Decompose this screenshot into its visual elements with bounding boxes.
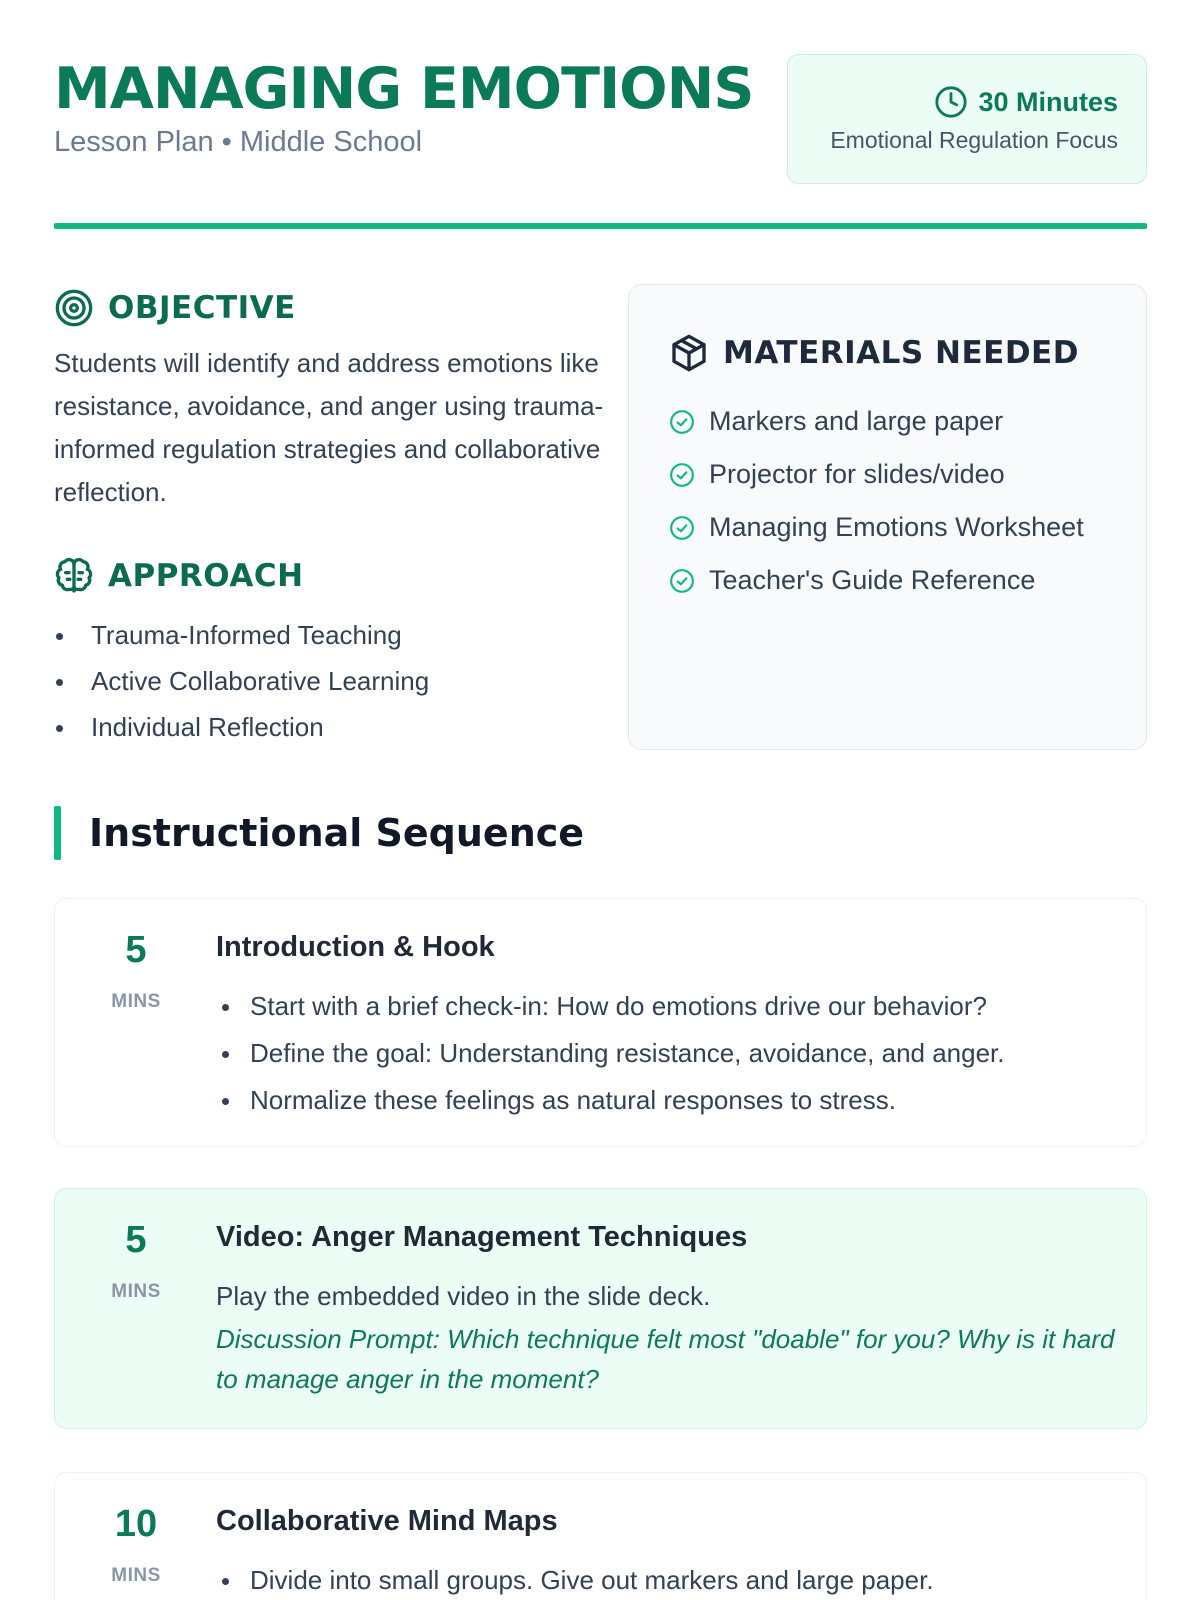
duration-row	[934, 85, 1118, 119]
step-minutes: 5	[125, 929, 147, 971]
check-circle-icon	[669, 515, 695, 541]
sequence-title: Instructional Sequence	[89, 811, 585, 855]
list-item: Trauma-Informed Teaching	[54, 612, 614, 658]
objective-text: Students will identify and address emotions like resistance, avoidance, and anger using trauma-informed regulation strategies and collaborative reflection.	[54, 348, 604, 507]
header-divider	[54, 223, 1147, 229]
check-circle-icon	[669, 409, 695, 435]
step-title: Collaborative Mind Maps	[216, 1505, 558, 1537]
clock-icon	[934, 85, 968, 119]
duration-card	[787, 54, 1147, 184]
list-item: Active Collaborative Learning	[54, 658, 614, 704]
step-bullets	[216, 983, 1005, 1124]
discussion-prompt: Discussion Prompt: Which technique felt most "doable" for you? Why is it hard to manage anger in the moment?	[216, 1324, 1115, 1394]
step-bullets	[216, 1557, 934, 1600]
approach-heading	[54, 552, 614, 600]
step-minutes: 5	[125, 1219, 147, 1261]
list-item: Start with a brief check-in: How do emotions drive our behavior?	[216, 983, 1005, 1030]
sequence-accent-bar	[54, 806, 61, 860]
list-item: Divide into small groups. Give out markers and large paper.	[216, 1557, 934, 1600]
approach-section	[54, 552, 614, 750]
sequence-step-2	[54, 1188, 1147, 1429]
page-subtitle: Lesson Plan • Middle School	[54, 126, 423, 158]
lesson-plan-page	[54, 0, 1147, 1595]
duration-label: 30 Minutes	[978, 86, 1118, 117]
brain-icon	[54, 556, 94, 596]
sequence-step-3	[54, 1472, 1147, 1600]
list-item: Individual Reflection	[54, 704, 614, 750]
objective-heading	[54, 284, 614, 332]
objective-title: OBJECTIVE	[108, 290, 296, 326]
step-unit: MINS	[111, 1565, 161, 1586]
list-item	[669, 554, 1084, 607]
step-minutes: 10	[114, 1503, 158, 1545]
material-label: Markers and large paper	[709, 406, 1004, 436]
check-circle-icon	[669, 568, 695, 594]
approach-list	[54, 612, 614, 750]
left-column	[54, 284, 614, 742]
step-text: Play the embedded video in the slide deck.	[216, 1281, 711, 1311]
list-item	[669, 501, 1084, 554]
materials-title: MATERIALS NEEDED	[723, 335, 1079, 371]
materials-card	[628, 284, 1147, 750]
page-title: MANAGING EMOTIONS	[54, 56, 754, 122]
step-title: Introduction & Hook	[216, 931, 495, 963]
list-item	[669, 395, 1084, 448]
step-unit: MINS	[111, 991, 161, 1012]
approach-title: APPROACH	[108, 558, 304, 594]
sequence-step-1	[54, 898, 1147, 1147]
sequence-heading	[54, 806, 584, 860]
material-label: Managing Emotions Worksheet	[709, 512, 1084, 542]
materials-heading	[669, 329, 1079, 377]
list-item	[669, 448, 1084, 501]
header	[54, 0, 1147, 230]
step-title: Video: Anger Management Techniques	[216, 1221, 748, 1253]
focus-label: Emotional Regulation Focus	[830, 127, 1118, 153]
material-label: Projector for slides/video	[709, 459, 1005, 489]
materials-list	[669, 395, 1084, 607]
step-unit: MINS	[111, 1281, 161, 1302]
list-item: Define the goal: Understanding resistance, avoidance, and anger.	[216, 1030, 1005, 1077]
check-circle-icon	[669, 462, 695, 488]
package-icon	[669, 333, 709, 373]
target-icon	[54, 288, 94, 328]
list-item: Normalize these feelings as natural responses to stress.	[216, 1077, 1005, 1124]
material-label: Teacher's Guide Reference	[709, 565, 1036, 595]
